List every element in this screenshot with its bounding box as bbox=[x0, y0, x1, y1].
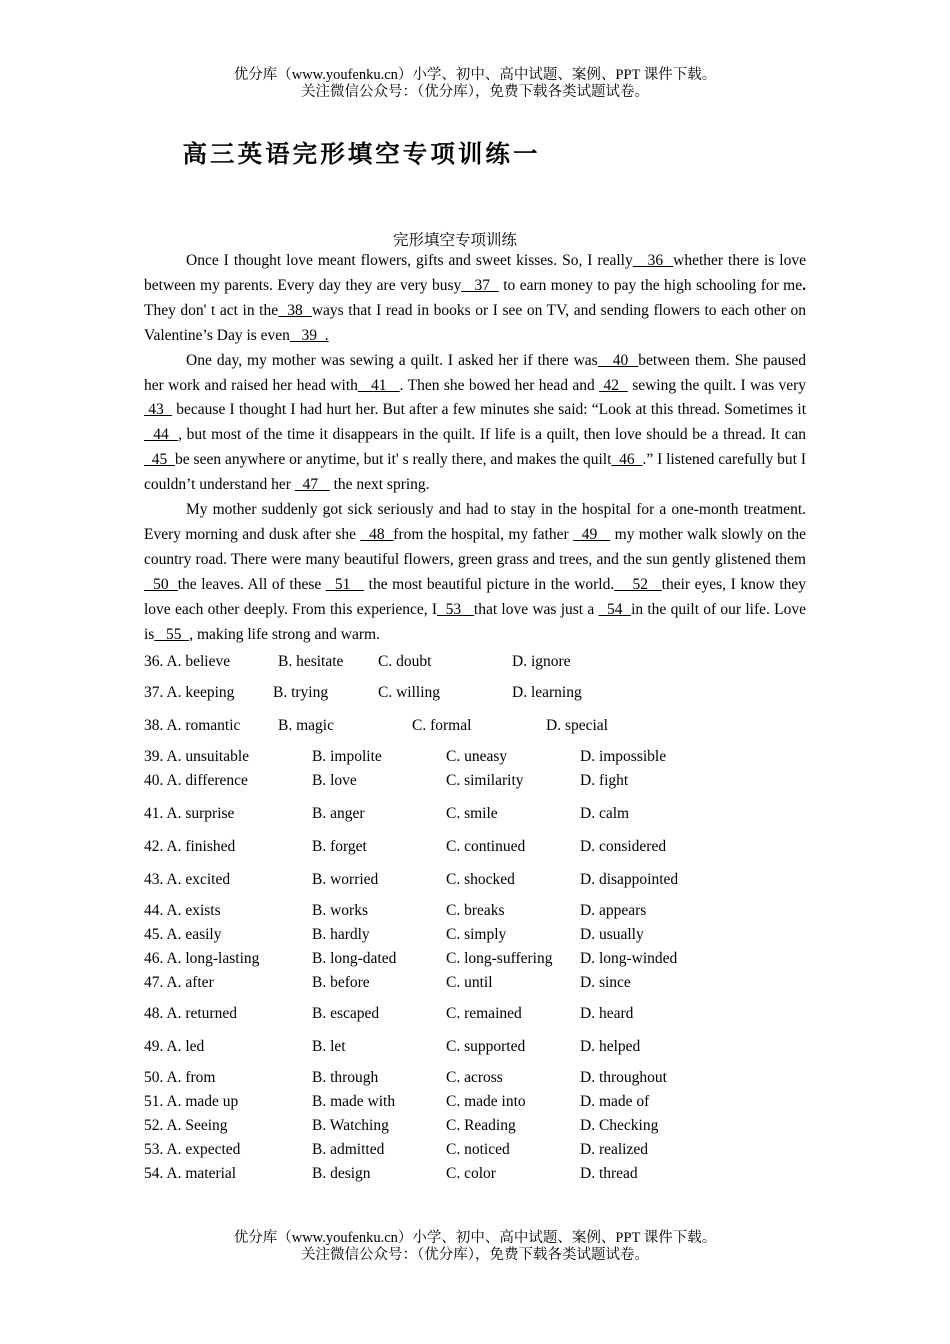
option-d: D. since bbox=[580, 974, 631, 991]
passage-text: My mother suddenly got sick seriously and had to stay in the hospital for a one-month treatment. Every morning and dusk after she bbox=[144, 501, 806, 543]
blank-52: 52 bbox=[614, 575, 662, 593]
option-a: 43. A. excited bbox=[144, 871, 231, 888]
footer-line-1: 优分库（www.youfenku.cn）小学、初中、高中试题、案例、PPT 课件下载。 bbox=[233, 1230, 717, 1246]
blank-41: 41 bbox=[357, 376, 400, 394]
option-b: B. worried bbox=[312, 871, 379, 888]
blank-49: 49 bbox=[573, 525, 611, 543]
option-b: B. hardly bbox=[312, 926, 370, 943]
option-b: B. before bbox=[312, 974, 370, 991]
blank-45: 45 bbox=[144, 451, 176, 469]
option-row-53 bbox=[144, 1141, 824, 1165]
option-d: D. impossible bbox=[580, 748, 667, 765]
passage-text: to earn money to pay the high schooling for me bbox=[498, 276, 803, 294]
option-c: C. until bbox=[446, 974, 493, 991]
blank-42: 42 bbox=[599, 376, 628, 394]
option-c: C. made into bbox=[446, 1093, 526, 1110]
section-subtitle: 完形填空专项训练 bbox=[392, 232, 517, 249]
option-a: 42. A. finished bbox=[144, 838, 236, 855]
option-b: B. design bbox=[312, 1165, 371, 1182]
blank-43: 43 bbox=[144, 401, 173, 419]
option-c: C. remained bbox=[446, 1005, 522, 1022]
blank-38: 38 bbox=[278, 301, 312, 319]
passage-text: They don' t act in the bbox=[144, 301, 279, 319]
passage-text: in the quilt of our life. Love is bbox=[144, 600, 806, 643]
option-d: D. helped bbox=[580, 1038, 641, 1055]
option-row-40 bbox=[144, 772, 824, 796]
blank-51: 51 bbox=[325, 575, 365, 593]
option-c: C. breaks bbox=[446, 902, 505, 919]
passage-text: sewing the quilt. I was very bbox=[627, 376, 807, 394]
option-c: C. willing bbox=[378, 684, 441, 701]
option-a: 37. A. keeping bbox=[144, 684, 235, 701]
option-d: D. ignore bbox=[512, 653, 571, 670]
option-b: B. trying bbox=[273, 684, 329, 701]
blank-55: 55 bbox=[154, 625, 190, 643]
blank-48: 48 bbox=[360, 525, 394, 543]
passage-text: Once I thought love meant flowers, gifts and sweet kisses. So, I really bbox=[186, 252, 633, 269]
blank-54: 54 bbox=[598, 600, 632, 618]
option-row-52 bbox=[144, 1117, 824, 1141]
option-d: D. calm bbox=[580, 805, 630, 822]
page-footer bbox=[0, 1230, 950, 1264]
option-d: D. usually bbox=[580, 926, 644, 943]
blank-47: 47 bbox=[294, 476, 330, 494]
option-row-46 bbox=[144, 950, 824, 974]
option-b: B. Watching bbox=[312, 1117, 389, 1134]
option-a: 48. A. returned bbox=[144, 1005, 237, 1022]
passage-text: the next spring. bbox=[329, 476, 430, 494]
option-d: D. throughout bbox=[580, 1069, 667, 1086]
passage-text: their eyes, I know they love each other deeply. From this experience, I bbox=[144, 575, 807, 618]
option-a: 50. A. from bbox=[144, 1069, 216, 1086]
option-row-54 bbox=[144, 1165, 824, 1189]
option-d: D. realized bbox=[580, 1141, 648, 1158]
blank-53: 53 bbox=[437, 600, 474, 618]
option-b: B. anger bbox=[312, 805, 365, 822]
option-d: D. considered bbox=[580, 838, 667, 855]
option-a: 39. A. unsuitable bbox=[144, 748, 250, 765]
passage-text: the most beautiful picture in the world. bbox=[364, 575, 615, 593]
footer-line-2: 关注微信公众号：（优分库），免费下载各类试题试卷。 bbox=[301, 1247, 649, 1263]
option-d: D. disappointed bbox=[580, 871, 679, 888]
option-c: C. noticed bbox=[446, 1141, 510, 1158]
option-d: D. special bbox=[546, 717, 608, 734]
blank-46: 46 bbox=[611, 451, 643, 469]
option-b: B. made with bbox=[312, 1093, 396, 1110]
passage-text: my mother walk slowly on the country road. There were many beautiful flowers, green grass and trees, and the sun gently glistened them bbox=[144, 525, 807, 568]
option-c: C. across bbox=[446, 1069, 503, 1086]
option-b: B. escaped bbox=[312, 1005, 380, 1022]
option-a: 52. A. Seeing bbox=[144, 1117, 228, 1134]
passage-text: from the hospital, my father bbox=[393, 525, 574, 543]
option-c: C. continued bbox=[446, 838, 526, 855]
blank-36: 36 bbox=[632, 252, 674, 269]
option-b: B. through bbox=[312, 1069, 379, 1086]
option-b: B. magic bbox=[278, 717, 334, 734]
blank-37: 37 bbox=[461, 276, 499, 294]
blank-40: 40 bbox=[597, 351, 639, 369]
option-row-45 bbox=[144, 926, 824, 950]
option-a: 45. A. easily bbox=[144, 926, 222, 943]
passage-paragraph-1 bbox=[144, 249, 806, 349]
option-a: 38. A. romantic bbox=[144, 717, 241, 734]
option-b: B. hesitate bbox=[278, 653, 344, 670]
passage-text: whether there is love between my parents. Every day they are very busy bbox=[144, 252, 806, 294]
passage-text: . bbox=[802, 276, 806, 294]
passage-text: , making life strong and warm. bbox=[189, 625, 380, 643]
option-row-44 bbox=[144, 902, 824, 926]
passage-paragraph-2 bbox=[144, 349, 806, 498]
cloze-passage bbox=[144, 249, 806, 648]
option-d: D. fight bbox=[580, 772, 629, 789]
option-c: C. Reading bbox=[446, 1117, 516, 1134]
option-row-37 bbox=[144, 684, 824, 708]
option-row-50 bbox=[144, 1069, 824, 1093]
option-a: 47. A. after bbox=[144, 974, 214, 991]
option-row-41 bbox=[144, 805, 824, 829]
passage-text: between them. She paused her work and raised her head with bbox=[144, 351, 806, 394]
option-c: C. doubt bbox=[378, 653, 432, 670]
option-a: 44. A. exists bbox=[144, 902, 221, 919]
option-d: D. made of bbox=[580, 1093, 650, 1110]
option-row-36 bbox=[144, 653, 824, 677]
passage-text: , but most of the time it disappears in the quilt. If life is a quilt, then love should be a thread. It can bbox=[178, 426, 806, 444]
option-c: C. smile bbox=[446, 805, 498, 822]
page-header bbox=[0, 67, 950, 101]
option-d: D. heard bbox=[580, 1005, 634, 1022]
option-b: B. works bbox=[312, 902, 368, 919]
option-d: D. long-winded bbox=[580, 950, 678, 967]
passage-text: be seen anywhere or anytime, but it' s really there, and makes the quilt bbox=[175, 451, 612, 469]
option-a: 41. A. surprise bbox=[144, 805, 235, 822]
option-d: D. Checking bbox=[580, 1117, 659, 1134]
blank-50: 50 bbox=[144, 575, 178, 593]
option-c: C. formal bbox=[412, 717, 472, 734]
option-c: C. color bbox=[446, 1165, 496, 1182]
option-a: 46. A. long-lasting bbox=[144, 950, 260, 967]
option-b: B. long-dated bbox=[312, 950, 397, 967]
option-b: B. impolite bbox=[312, 748, 382, 765]
header-line-1: 优分库（www.youfenku.cn）小学、初中、高中试题、案例、PPT 课件下载。 bbox=[233, 67, 717, 83]
option-a: 49. A. led bbox=[144, 1038, 205, 1055]
option-row-42 bbox=[144, 838, 824, 862]
passage-text: .” I listened carefully but I couldn’t understand her bbox=[144, 451, 807, 494]
option-a: 40. A. difference bbox=[144, 772, 248, 789]
passage-paragraph-3 bbox=[144, 498, 806, 647]
passage-text: that love was just a bbox=[473, 600, 599, 618]
option-a: 51. A. made up bbox=[144, 1093, 239, 1110]
option-b: B. let bbox=[312, 1038, 346, 1055]
option-row-38 bbox=[144, 717, 824, 741]
option-c: C. uneasy bbox=[446, 748, 508, 765]
option-b: B. forget bbox=[312, 838, 367, 855]
option-c: C. supported bbox=[446, 1038, 526, 1055]
option-c: C. long-suffering bbox=[446, 950, 553, 967]
option-row-51 bbox=[144, 1093, 824, 1117]
option-b: B. love bbox=[312, 772, 357, 789]
header-line-2: 关注微信公众号：（优分库），免费下载各类试题试卷。 bbox=[301, 84, 649, 100]
passage-text: because I thought I had hurt her. But after a few minutes she said: “Look at this thread. Sometimes it bbox=[172, 401, 807, 419]
option-a: 53. A. expected bbox=[144, 1141, 241, 1158]
option-row-48 bbox=[144, 1005, 824, 1029]
option-row-47 bbox=[144, 974, 824, 998]
blank-39: 39 . bbox=[289, 326, 329, 344]
passage-text: the leaves. All of these bbox=[177, 575, 326, 593]
option-a: 54. A. material bbox=[144, 1165, 237, 1182]
option-row-43 bbox=[144, 871, 824, 895]
answer-options bbox=[144, 653, 824, 1189]
option-c: C. shocked bbox=[446, 871, 515, 888]
option-d: D. learning bbox=[512, 684, 582, 701]
blank-44: 44 bbox=[144, 426, 179, 444]
option-d: D. appears bbox=[580, 902, 647, 919]
passage-text: ways that I read in books or I see on TV, and sending flowers to each other on Valentine’s Day is even bbox=[144, 301, 806, 344]
option-c: C. simply bbox=[446, 926, 507, 943]
passage-text: One day, my mother was sewing a quilt. I asked her if there was bbox=[186, 351, 598, 369]
option-c: C. similarity bbox=[446, 772, 524, 789]
document-title: 高三英语完形填空专项训练一 bbox=[182, 140, 541, 168]
option-row-49 bbox=[144, 1038, 824, 1062]
option-row-39 bbox=[144, 748, 824, 772]
passage-text: . Then she bowed her head and bbox=[399, 376, 600, 394]
option-a: 36. A. believe bbox=[144, 653, 231, 670]
option-b: B. admitted bbox=[312, 1141, 385, 1158]
option-d: D. thread bbox=[580, 1165, 638, 1182]
